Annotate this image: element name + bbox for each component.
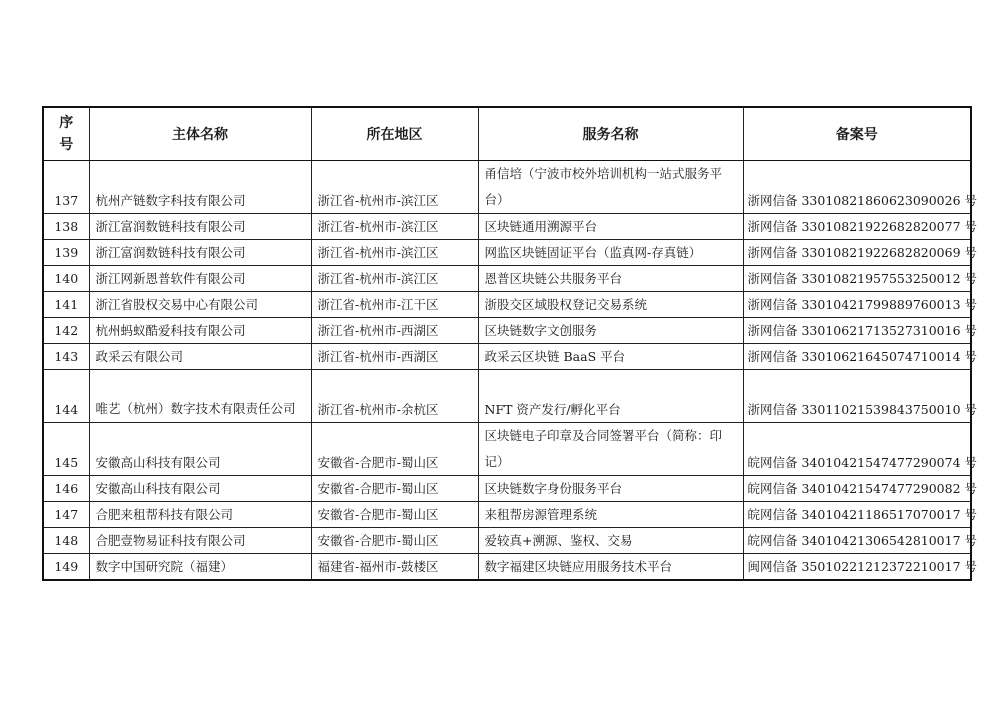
row-record-number: 皖网信备 34010421306542810017 号 [743, 528, 971, 554]
row-index: 148 [43, 528, 89, 554]
header-index [43, 107, 89, 161]
row-record-number: 浙网信备 33010821957553250012 号 [743, 266, 971, 292]
row-entity-name: 杭州蚂蚁酷爱科技有限公司 [89, 318, 311, 344]
header-region: 所在地区 [311, 107, 478, 161]
row-service-name: 恩普区块链公共服务平台 [478, 266, 743, 292]
row-region: 浙江省-杭州市-滨江区 [311, 240, 478, 266]
table-row [43, 344, 971, 370]
row-region: 浙江省-杭州市-滨江区 [311, 161, 478, 214]
row-record-number: 皖网信备 34010421547477290082 号 [743, 476, 971, 502]
row-region: 浙江省-杭州市-西湖区 [311, 318, 478, 344]
row-service-name: 网监区块链固证平台（监真网-存真链） [478, 240, 743, 266]
row-index: 138 [43, 214, 89, 240]
table-row [43, 240, 971, 266]
row-entity-name-text: 唯艺（杭州）数字技术有限责任公司 [95, 401, 296, 416]
row-service-name: 区块链数字文创服务 [478, 318, 743, 344]
row-entity-name: 数字中国研究院（福建） [89, 554, 311, 581]
header-entity-name: 主体名称 [89, 107, 311, 161]
row-index: 147 [43, 502, 89, 528]
row-region: 安徽省-合肥市-蜀山区 [311, 528, 478, 554]
row-index: 144 [43, 370, 89, 423]
row-record-number: 浙网信备 33010821860623090026 号 [743, 161, 971, 214]
row-service-name: 政采云区块链 BaaS 平台 [478, 344, 743, 370]
table-row [43, 370, 971, 423]
row-service-name: 浙股交区域股权登记交易系统 [478, 292, 743, 318]
row-region: 浙江省-杭州市-江干区 [311, 292, 478, 318]
row-service-name: 区块链数字身份服务平台 [478, 476, 743, 502]
row-entity-name: 浙江网新恩普软件有限公司 [89, 266, 311, 292]
row-entity-name: 安徽高山科技有限公司 [89, 476, 311, 502]
row-record-number: 皖网信备 34010421186517070017 号 [743, 502, 971, 528]
table-row [43, 292, 971, 318]
row-region: 安徽省-合肥市-蜀山区 [311, 476, 478, 502]
row-record-number: 浙网信备 33010821922682820069 号 [743, 240, 971, 266]
row-region: 浙江省-杭州市-西湖区 [311, 344, 478, 370]
row-entity-name: 杭州产链数字科技有限公司 [89, 161, 311, 214]
row-service-name: 爱较真+溯源、鉴权、交易 [478, 528, 743, 554]
row-service-name: 数字福建区块链应用服务技术平台 [478, 554, 743, 581]
table-row [43, 161, 971, 214]
table-body [43, 161, 978, 581]
row-record-number: 浙网信备 33010621645074710014 号 [743, 344, 971, 370]
row-entity-name: 合肥壹物易证科技有限公司 [89, 528, 311, 554]
row-entity-name: 浙江富润数链科技有限公司 [89, 214, 311, 240]
table-row [43, 502, 971, 528]
table-row [43, 554, 971, 581]
filing-table-container [42, 106, 978, 581]
row-region: 浙江省-杭州市-滨江区 [311, 266, 478, 292]
row-record-number: 浙网信备 33011021539843750010 号 [743, 370, 971, 423]
row-service-name [478, 161, 743, 214]
table-row [43, 214, 971, 240]
row-index: 140 [43, 266, 89, 292]
row-index: 142 [43, 318, 89, 344]
row-entity-name: 浙江省股权交易中心有限公司 [89, 292, 311, 318]
row-region: 浙江省-杭州市-余杭区 [311, 370, 478, 423]
table-row [43, 528, 971, 554]
row-index: 137 [43, 161, 89, 214]
row-region: 浙江省-杭州市-滨江区 [311, 214, 478, 240]
row-service-name: NFT 资产发行/孵化平台 [478, 370, 743, 423]
row-entity-name: 安徽高山科技有限公司 [89, 423, 311, 476]
header-row [43, 107, 971, 161]
header-index-label: 序 号 [59, 115, 74, 153]
row-index: 145 [43, 423, 89, 476]
row-index: 141 [43, 292, 89, 318]
row-index: 143 [43, 344, 89, 370]
filing-table [42, 106, 978, 581]
row-region: 安徽省-合肥市-蜀山区 [311, 423, 478, 476]
table-row [43, 476, 971, 502]
row-index: 139 [43, 240, 89, 266]
table-row [43, 318, 971, 344]
row-service-text: 区块链电子印章及合同签署平台（简称：印记） [484, 428, 723, 469]
table-row [43, 266, 971, 292]
row-record-number: 皖网信备 34010421547477290074 号 [743, 423, 971, 476]
row-entity-name: 政采云有限公司 [89, 344, 311, 370]
row-record-number: 浙网信备 33010621713527310016 号 [743, 318, 971, 344]
row-index: 149 [43, 554, 89, 581]
header-service-name: 服务名称 [478, 107, 743, 161]
row-service-name: 来租帮房源管理系统 [478, 502, 743, 528]
row-entity-name: 浙江富润数链科技有限公司 [89, 240, 311, 266]
row-service-name [478, 423, 743, 476]
row-index: 146 [43, 476, 89, 502]
row-service-text: 甬信培（宁波市校外培训机构一站式服务平台） [484, 166, 723, 207]
row-entity-name: 合肥来租帮科技有限公司 [89, 502, 311, 528]
table-header [43, 107, 971, 161]
row-record-number: 浙网信备 33010421799889760013 号 [743, 292, 971, 318]
row-record-number: 浙网信备 33010821922682820077 号 [743, 214, 971, 240]
row-service-name: 区块链通用溯源平台 [478, 214, 743, 240]
table-row [43, 423, 971, 476]
row-region: 福建省-福州市-鼓楼区 [311, 554, 478, 581]
row-region: 安徽省-合肥市-蜀山区 [311, 502, 478, 528]
row-entity-name [89, 370, 311, 423]
header-record-number: 备案号 [743, 107, 971, 161]
row-record-number: 闽网信备 35010221212372210017 号 [743, 554, 971, 581]
